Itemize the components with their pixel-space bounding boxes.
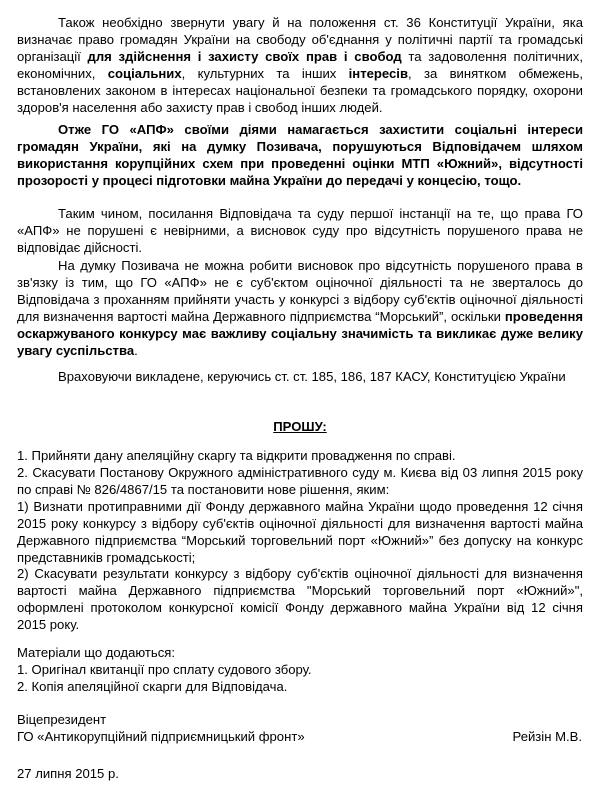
request-item-2: 2. Скасувати Постанову Окружного адміністративного суду м. Києва від 03 липня 2015 року по справі № 826/4867/15 та постановити нове рішення, яким: — [17, 465, 583, 497]
p1-bold-1: для здійснення і захисту своїх прав і свобод — [87, 49, 402, 64]
p4-bold-1: проведення оскаржуваного конкурсу має важливу соціальну значимість та викликає дуже велику увагу суспільства — [17, 309, 583, 358]
attachment-item-1: 1. Оригінал квитанції про сплату судового збору. — [17, 662, 312, 677]
request-item-1: 1. Прийняти дану апеляційну скаргу та відкрити провадження по справі. — [17, 448, 456, 463]
request-subitem-2: 2) Скасувати результати конкурсу з відбору суб'єктів оціночної діяльності для визначення вартості майна Державного підприємства "Морський торговельний порт «Южний»", оформлені протоколом конкурсної комісії Фонду державного майна України від 12 січня 2015 року. — [17, 566, 583, 632]
p1-text-1: Також необхідно звернути увагу й на положення ст. 36 Конституції України, яка визначає право громадян України на свободу об'єднання у політичні партії та громадські організації — [17, 15, 583, 64]
signature-position: Віцепрезидент — [17, 712, 107, 727]
signature-organization: ГО «Антикорупційний підприємницький фронт» — [17, 729, 305, 744]
attachments-title: Матеріали що додаються: — [17, 645, 175, 660]
paragraph-apf-actions: Отже ГО «АПФ» своїми діями намагається захистити соціальні інтереси громадян України, які на думку Позивача, порушуються Відповідачем шляхом використання корупційних схем при проведенні оцінки МТП «Южний», відсутності прозорості у процесі підготовки майна України до передачі у концесію, тощо. — [17, 122, 583, 188]
p4-text-2: . — [134, 343, 138, 358]
p1-bold-2: соціальних — [107, 66, 182, 81]
paragraph-plaintiff-opinion — [17, 257, 583, 359]
attachment-item-2: 2. Копія апеляційної скарги для Відповідача. — [17, 679, 288, 694]
p1-text-4: , за винятком обмежень, встановлених законом в інтересах національної безпеки та громадського порядку, охорони здоров'я населення або захисту прав і свобод інших людей. — [17, 66, 583, 115]
document-date: 27 липня 2015 р. — [17, 766, 119, 781]
p1-bold-3: інтересів — [348, 66, 408, 81]
paragraph-constitution — [17, 14, 583, 116]
p1-text-2: та задоволення політичних, економічних, — [17, 49, 583, 81]
p1-text-3: , культурних та інших — [181, 66, 349, 81]
request-subitem-1: 1) Визнати протиправними дії Фонду державного майна України щодо проведення 12 січня 2015 року конкурсу з відбору суб'єктів оціночної діяльності для визначення вартості майна Державного підприємства “Морський торговельний порт «Южний»” без допуску на конкурс представників громадськості; — [17, 499, 583, 565]
request-heading: ПРОШУ: — [273, 419, 327, 434]
p4-text-1: На думку Позивача не можна робити висновок про відсутність порушеного права в зв'язку із тим, що ГО «АПФ» не є суб'єктом оціночної діяльності та не зверталось до Відповідача з проханням прийняти участь у конкурсі з відбору суб'єктів оціночної діяльності для визначення вартості майна Державного підприємства “Морський”, оскільки — [17, 258, 583, 324]
paragraph-conclusion: Таким чином, посилання Відповідача та суду першої інстанції на те, що права ГО «АПФ» не порушені є невірними, а висновок суду про відсутність порушеного права не відповідає дійсності. — [17, 206, 583, 255]
paragraph-legal-basis: Враховуючи викладене, керуючись ст. ст. 185, 186, 187 КАСУ, Конституцією України — [58, 369, 566, 384]
signature-name: Рейзін М.В. — [512, 729, 582, 744]
